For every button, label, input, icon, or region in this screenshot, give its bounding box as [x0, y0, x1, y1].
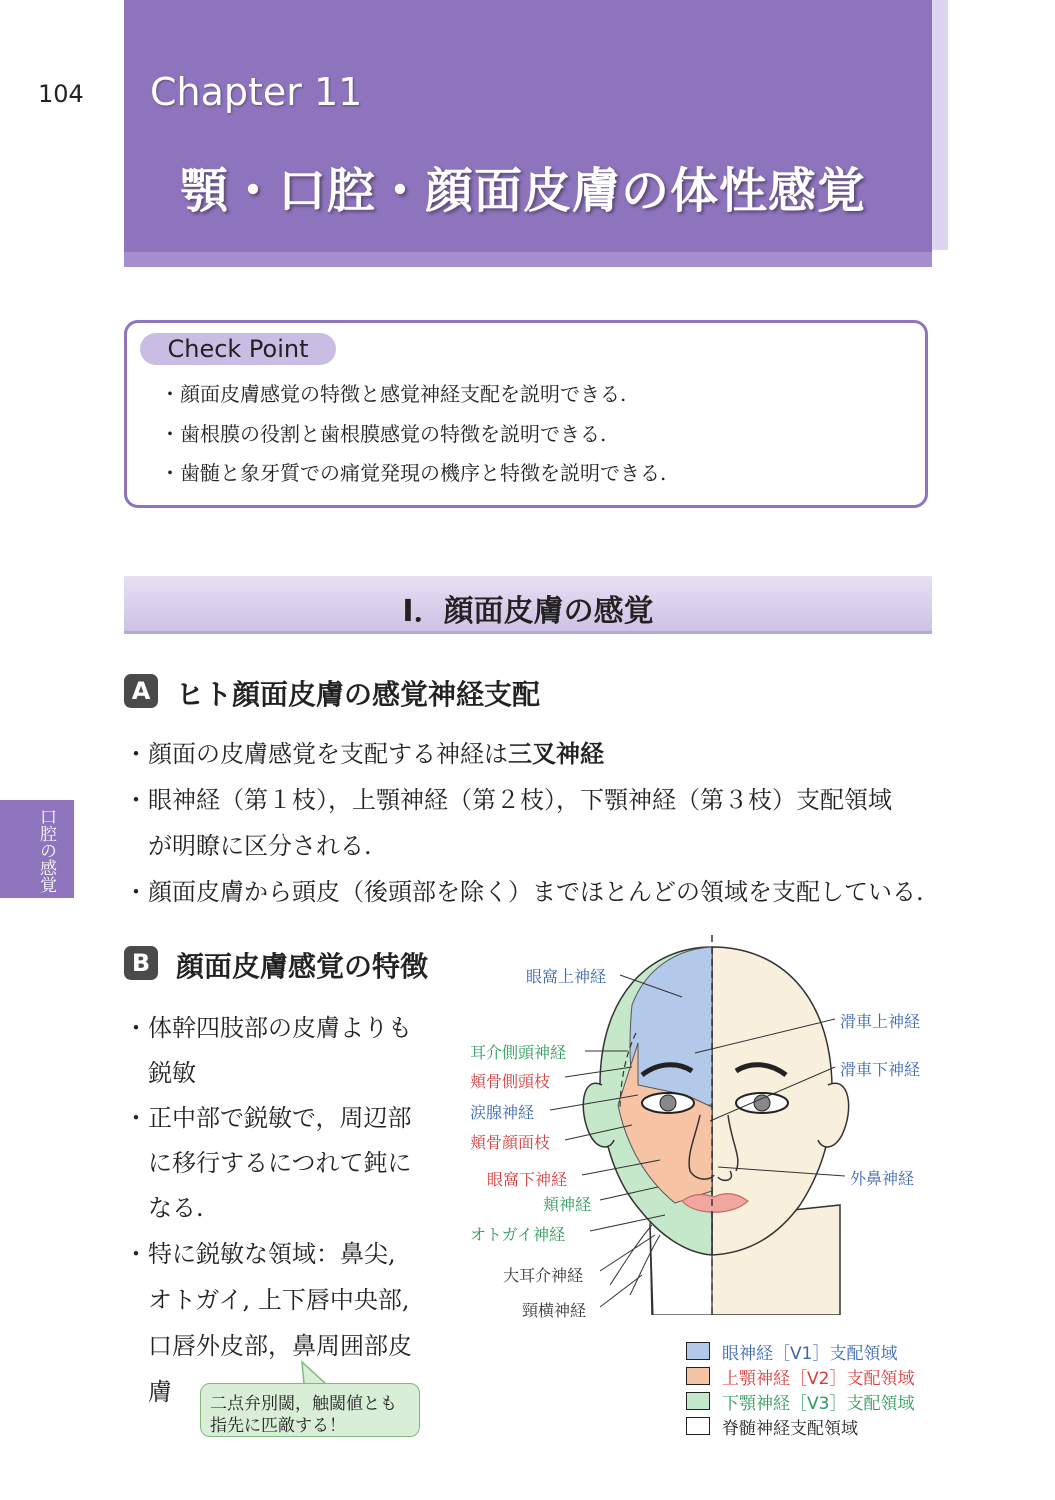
side-tab-label: 口腔の感覚	[36, 808, 56, 893]
badge-b: B	[124, 946, 158, 980]
b-text-line: ・体幹四肢部の皮膚よりも	[124, 1014, 412, 1042]
check-point-label: Check Point	[140, 333, 336, 365]
label-supratrochlear-nerve: 滑車上神経	[840, 1012, 921, 1031]
check-point-item: ・歯根膜の役割と歯根膜感覚の特徴を説明できる.	[160, 422, 607, 446]
label-infraorbital-nerve: 眼窩下神経	[487, 1170, 568, 1189]
label-zygomaticotemporal-branch: 頬骨側頭枝	[470, 1072, 551, 1091]
label-external-nasal-nerve: 外鼻神経	[850, 1169, 915, 1188]
subsection-a-title: ヒト顔面皮膚の感覚神経支配	[176, 678, 541, 711]
legend-text-v1: 眼神経［V1］支配領域	[722, 1344, 898, 1364]
label-auriculotemporal-nerve: 耳介側頭神経	[470, 1043, 567, 1062]
section-title: Ⅰ．顔面皮膚の感覚	[402, 594, 654, 629]
badge-a: A	[124, 674, 158, 708]
legend-swatch-spinal	[686, 1417, 710, 1435]
line1-plain: ・顔面の皮膚感覚を支配する神経は	[124, 740, 508, 768]
b-text-line: 鋭敏	[148, 1059, 196, 1087]
subsection-a-line2: ・眼神経（第１枝），上顎神経（第２枝），下顎神経（第３枝）支配領域	[124, 786, 892, 814]
legend-swatch-v2	[686, 1367, 710, 1385]
subsection-a-line3: が明瞭に区分される.	[148, 832, 372, 860]
label-zygomaticofacial-branch: 頬骨顔面枝	[470, 1133, 551, 1152]
legend-text-spinal: 脊髄神経支配領域	[722, 1419, 858, 1439]
header-band	[124, 252, 932, 267]
label-mental-nerve: オトガイ神経	[470, 1225, 566, 1244]
face-diagram	[460, 935, 940, 1315]
b-text-line: に移行するにつれて鈍に	[148, 1149, 412, 1177]
b-text-line: オトガイ, 上下唇中央部,	[148, 1286, 410, 1314]
label-great-auricular-nerve: 大耳介神経	[503, 1266, 584, 1285]
legend-swatch-v1	[686, 1342, 710, 1360]
b-text-line: 口唇外皮部，鼻周囲部皮	[148, 1332, 412, 1360]
chapter-number: Chapter 11	[150, 70, 363, 114]
b-text-line: ・正中部で鋭敏で，周辺部	[124, 1104, 412, 1132]
subsection-b-title: 顔面皮膚感覚の特徴	[176, 950, 429, 983]
label-infratrochlear-nerve: 滑車下神経	[840, 1060, 921, 1079]
legend-text-v2: 上顎神経［V2］支配領域	[722, 1369, 915, 1389]
bubble-line: 指先に匹敵する！	[210, 1416, 346, 1436]
b-text-line: なる.	[148, 1194, 204, 1222]
b-text-line: ・特に鋭敏な領域：鼻尖,	[124, 1240, 396, 1268]
left-pupil	[660, 1095, 676, 1111]
label-supraorbital-nerve: 眼窩上神経	[526, 967, 607, 986]
line1-bold: 三叉神経	[508, 740, 604, 768]
legend-swatch-v3	[686, 1392, 710, 1410]
legend-text-v3: 下顎神経［V3］支配領域	[722, 1394, 915, 1414]
chapter-title: 顎・口腔・顔面皮膚の体性感覚	[180, 163, 867, 219]
check-point-item: ・顔面皮膚感覚の特徴と感覚神経支配を説明できる.	[160, 382, 627, 406]
label-transverse-cervical-nerve: 頸横神経	[522, 1301, 587, 1320]
right-pupil	[754, 1095, 770, 1111]
b-text-line: 膚	[148, 1378, 172, 1406]
v1-region	[630, 947, 712, 1105]
label-lacrimal-nerve: 涙腺神経	[470, 1103, 535, 1122]
label-buccal-nerve: 頬神経	[543, 1195, 592, 1214]
check-point-item: ・歯髄と象牙質での痛覚発現の機序と特徴を説明できる.	[160, 461, 667, 485]
page-number: 104	[38, 80, 84, 108]
bubble-line: 二点弁別閾，触閾値とも	[210, 1394, 397, 1414]
subsection-a-line1	[124, 734, 604, 769]
subsection-a-line4: ・顔面皮膚から頭皮（後頭部を除く）までほとんどの領域を支配している.	[124, 878, 924, 906]
